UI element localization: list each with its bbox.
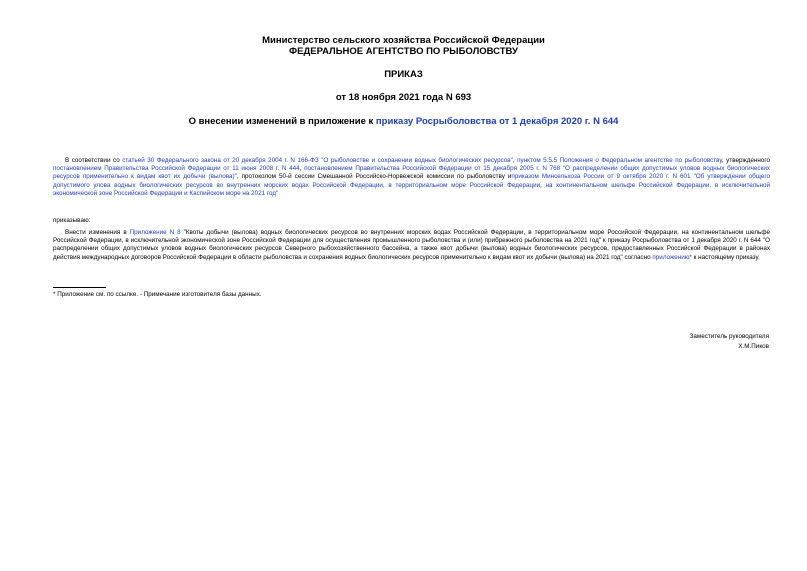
amendment-paragraph <box>53 229 770 262</box>
regulation-point-link[interactable]: пунктом 5.5.5 Положения о Федеральном агентстве по рыболовству <box>517 157 722 164</box>
footnote-divider <box>53 287 106 288</box>
p1-text-1: В соответствии со <box>65 157 123 164</box>
decree-768-link[interactable]: постановлением Правительства Российской Федерации от 15 декабря 2005 г. N 768 "О распределении общих допустимых уловов водных биологических ресурсов применительно к видам квот их добычи (вылова)" <box>53 165 770 181</box>
preamble-paragraph <box>53 157 770 198</box>
title-prefix: О внесении изменений в приложение к <box>188 116 376 127</box>
footnote: * Приложение см. по ссылке. - Примечание изготовителя базы данных. <box>53 291 262 298</box>
document-date: от 18 ноября 2021 года N 693 <box>335 92 472 103</box>
p1-text-5: , протоколом 50-й сессии Смешанной Российско-Норвежской комиссии по рыболовству и <box>236 173 512 181</box>
p3-text-2: "Квоты добычи (вылова) водных биологических ресурсов во внутренних морских водах Российской Федерации, в территориальном море Российской Федерации, на континентальном шельфе Российской Федерации, в исключительной экономической зоне Российской Федерации для осуществления промышленного рыболовства и (или) прибрежного рыболовства на 2021 год" к приказу Росрыболовства от 1 декабря 2020 г. N 644 "О распределении общих допустимых уловов водных биологических ресурсов Северного рыбохозяйственного бассейна, а также квот добычи (вылова) водных биологических ресурсов, предоставленных Российской Федерации в районах действия международных договоров Российской Федерации в области рыболовства и сохранения водных биологических ресурсов применительно к видам квот их добычи (вылова) на 2021 год" согласно <box>53 229 770 261</box>
p3-text-3: к настоящему приказу. <box>691 253 760 261</box>
law-166-fz-link[interactable]: статьей 30 Федерального закона от 20 декабря 2004 г. N 166-ФЗ "О рыболовстве и сохранении водных биологических ресурсов" <box>122 157 513 164</box>
decree-444-link[interactable]: постановлением Правительства Российской Федерации от 11 июня 2008 г. N 444 <box>53 165 300 173</box>
document-type: ПРИКАЗ <box>384 69 423 80</box>
document-header <box>0 35 807 103</box>
signatory-position: Заместитель руководителя <box>689 333 769 340</box>
p1-text-3: , утвержденного <box>721 157 770 164</box>
appendix-8-link[interactable]: Приложение N 8 <box>129 229 181 236</box>
agency-name: ФЕДЕРАЛЬНОЕ АГЕНТСТВО ПО РЫБОЛОВСТВУ <box>289 46 518 57</box>
document-title <box>0 116 807 127</box>
appendix-link[interactable]: приложению* <box>652 253 692 261</box>
p1-text-4: , <box>299 165 305 173</box>
ministry-name: Министерство сельского хозяйства Российской Федерации <box>262 35 545 46</box>
order-word: приказываю: <box>53 217 91 224</box>
p3-text-1: Внести изменения в <box>65 229 130 236</box>
order-644-link[interactable]: приказу Росрыболовства от 1 декабря 2020 г. N 644 <box>375 116 619 127</box>
signatory-name: Х.М.Пиков <box>738 343 769 350</box>
p1-text-2: , <box>512 157 518 164</box>
order-601-link[interactable]: приказом Минсельхоза России от 9 октября 2020 г. N 601 "Об утверждении общего допустимого улова водных биологических ресурсов во внутренних морских водах Российской Федерации, в территориальном море Российской Федерации, на континентальном шельфе Российской Федерации, в исключительной экономической зоне Российской Федерации и Каспийском море на 2021 год" <box>53 173 770 197</box>
signature-block <box>690 332 769 352</box>
